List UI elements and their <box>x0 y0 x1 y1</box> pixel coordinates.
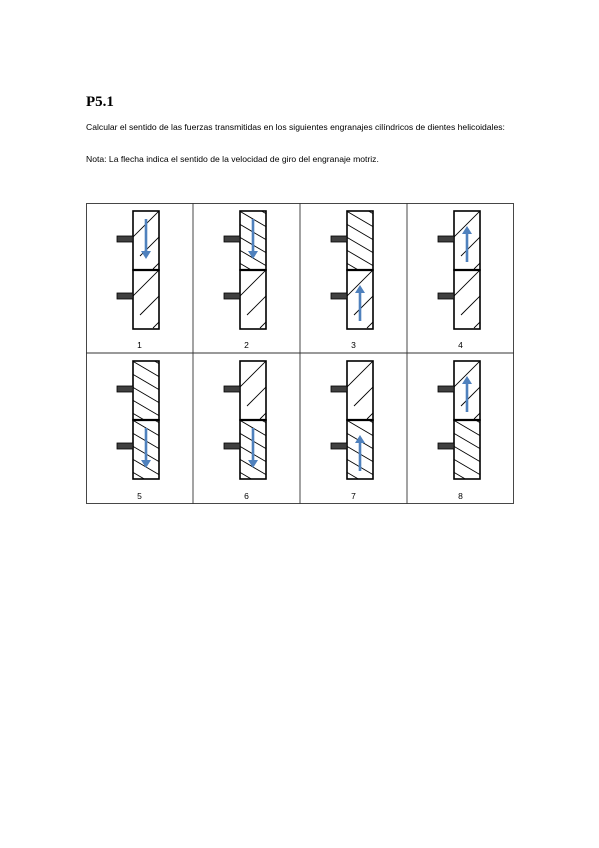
gear-hatching <box>263 203 466 393</box>
shaft-bottom <box>331 293 347 299</box>
gear-outline <box>133 361 159 420</box>
cell-number: 1 <box>137 340 142 350</box>
cell-number: 8 <box>458 491 463 501</box>
shaft-bottom <box>331 443 347 449</box>
gear-figure-grid <box>86 203 514 504</box>
gear-bottom <box>156 203 359 393</box>
gear-hatching <box>370 281 514 484</box>
gear-top <box>86 203 252 334</box>
shaft-top <box>331 236 347 242</box>
rotation-arrow-icon <box>355 285 365 321</box>
rotation-arrow-icon <box>355 435 365 471</box>
rotation-arrow-icon <box>141 428 151 468</box>
shaft-top <box>117 386 133 392</box>
gear-top <box>370 203 514 334</box>
shaft-bottom <box>117 293 133 299</box>
shaft-bottom <box>224 443 240 449</box>
cell-number: 2 <box>244 340 249 350</box>
shaft-top <box>224 386 240 392</box>
gear-bottom <box>450 340 484 504</box>
rotation-arrow-icon <box>462 376 472 412</box>
shaft-top <box>117 236 133 242</box>
cell-number: 6 <box>244 491 249 501</box>
gear-bottom <box>263 203 466 393</box>
cell-number: 7 <box>351 491 356 501</box>
shaft-bottom <box>224 293 240 299</box>
gear-outline <box>347 211 373 270</box>
gear-bottom <box>236 340 270 504</box>
rotation-arrow-icon <box>462 226 472 262</box>
gear-hatching <box>156 203 359 393</box>
cell-number: 3 <box>351 340 356 350</box>
cell-number: 4 <box>458 340 463 350</box>
grid-lines <box>86 203 514 504</box>
rotation-arrow-icon <box>141 219 151 259</box>
gear-cell-8 <box>370 281 514 504</box>
gear-cell-7 <box>263 281 466 504</box>
gear-bottom <box>343 340 377 504</box>
shaft-bottom <box>438 293 454 299</box>
gear-outline <box>454 420 480 479</box>
gear-cell-3 <box>263 203 466 393</box>
rotation-arrow-icon <box>248 219 258 259</box>
shaft-bottom <box>117 443 133 449</box>
shaft-top <box>331 386 347 392</box>
problem-title: P5.1 <box>86 94 114 110</box>
gear-hatching <box>370 203 514 334</box>
gear-cell-6 <box>156 281 359 504</box>
gear-cell-2 <box>156 203 359 393</box>
shaft-top <box>438 386 454 392</box>
gear-hatching <box>156 281 359 484</box>
rotation-arrow-icon <box>248 428 258 468</box>
shaft-top <box>224 236 240 242</box>
problem-statement: Calcular el sentido de las fuerzas transmitidas en los siguientes engranajes cilíndricos de dientes helicoidales: <box>86 122 505 132</box>
shaft-top <box>438 236 454 242</box>
gear-top <box>263 281 466 484</box>
cell-number: 5 <box>137 491 142 501</box>
gear-top <box>370 281 514 484</box>
shaft-bottom <box>438 443 454 449</box>
gear-bottom <box>129 340 163 504</box>
gear-hatching <box>86 203 252 334</box>
gear-hatching <box>263 281 466 484</box>
gear-top <box>156 281 359 484</box>
problem-note: Nota: La flecha indica el sentido de la velocidad de giro del engranaje motriz. <box>86 154 379 164</box>
gear-cell-4 <box>370 203 514 393</box>
